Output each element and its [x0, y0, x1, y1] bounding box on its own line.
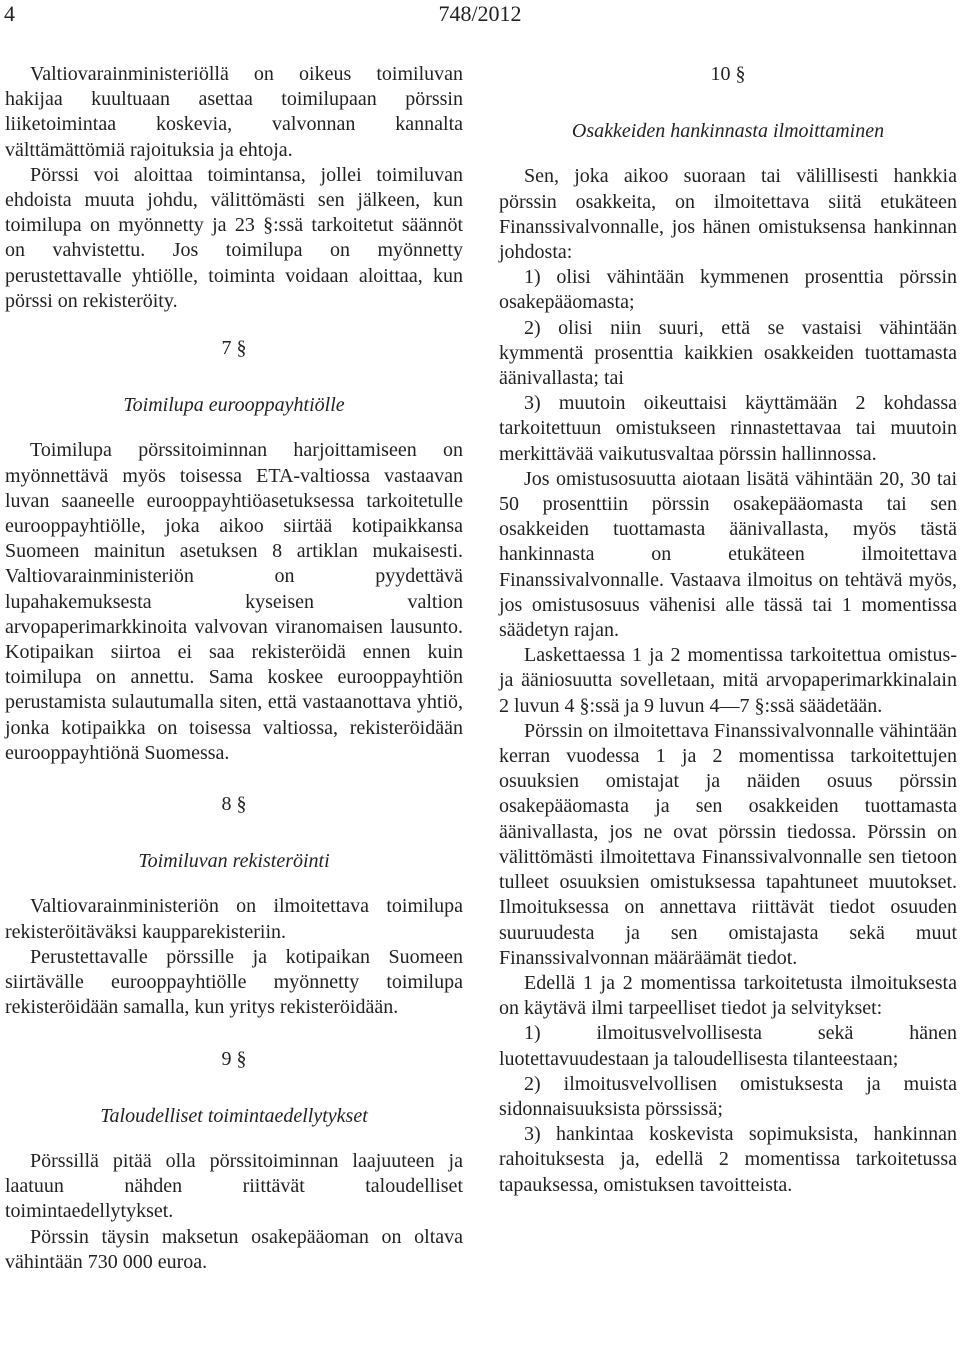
paragraph: Valtiovarainministeriöllä on oikeus toimiluvan hakijaa kuultuaan asettaa toimilupaan pörssin liiketoimintaa koskevia, valvonnan kannalta välttämättömiä rajoituksia ja ehtoja.	[5, 63, 463, 161]
paragraph: Toimilupa pörssitoiminnan harjoittamiseen on myönnettävä myös toisessa ETA-valtiossa vastaavan luvan saaneelle eurooppayhtiöasetuksessa tarkoitetulle eurooppayhtiölle, joka aikoo siirtää kotipaikkansa Suomeen mainitun asetuksen 8 artiklan mukaisesti. Valtiovarainministeriön on pyydettävä lupahakemuksesta kyseisen valtion arvopaperimarkkinoita valvovan viranomaisen lausunto. Kotipaikan siirtoa ei saa rekisteröidä ennen kuin toimilupa on annettu. Sama koskee eurooppayhtiön perustamista sulautumalla siten, että vastaanottava yhtiö, jonka kotipaikka on toisessa valtiossa, rekisteröidään eurooppayhtiönä Suomessa.	[5, 439, 463, 764]
document-number: 748/2012	[438, 1, 522, 26]
paragraph: Pörssin on ilmoitettava Finanssivalvonnalle vähintään kerran vuodessa 1 ja 2 momentissa tarkoitettujen osuuksien omistajat ja näiden osuus pörssin osakepääomasta ja sen osakkeiden tuottamasta äänivallasta, jos ne ovat pörssin tiedossa. Pörssin on välittömästi ilmoitettava Finanssivalvonnalle sen tietoon tulleet osuuksien omistuksessa tapahtuneet muutokset. Ilmoituksessa on annettava riittävät tiedot osuuden suuruudesta ja sen omistajasta sekä muut Finanssivalvonnan määräämät tiedot.	[499, 719, 957, 969]
section-title-8: Toimiluvan rekisteröinti	[138, 850, 330, 873]
section-number-9: 9 §	[221, 1047, 247, 1070]
section-title-10: Osakkeiden hankinnasta ilmoittaminen	[571, 120, 885, 143]
list-item: 2) ilmoitusvelvollisen omistuksesta ja muista sidonnaisuuksista pörssissä;	[499, 1072, 957, 1120]
paragraph: Valtiovarainministeriön on ilmoitettava toimilupa rekisteröitäväksi kaupparekisteriin.	[5, 895, 463, 943]
right-column	[499, 62, 957, 1198]
paragraph: Perustettavalle pörssille ja kotipaikan Suomeen siirtävälle eurooppayhtiölle myönnetty toimilupa rekisteröidään samalla, kun yritys rekisteröidään.	[5, 945, 463, 1019]
paragraph: Jos omistusosuutta aiotaan lisätä vähintään 20, 30 tai 50 prosenttiin pörssin osakepääomasta tai sen osakkeiden tuottamasta äänivallasta, myös tästä hankinnasta on etukäteen ilmoitettava Finanssivalvonnalle. Vastaava ilmoitus on tehtävä myös, jos omistusosuus vähenisi alle tässä tai 1 momentissa säädetyn rajan.	[499, 467, 957, 642]
list-item: 2) olisi niin suuri, että se vastaisi vähintään kymmentä prosenttia kaikkien osakkeiden tuottamasta äänivallasta; tai	[499, 316, 957, 390]
section-number-10: 10 §	[710, 63, 746, 85]
list-item: 1) olisi vähintään kymmenen prosenttia pörssin osakepääomasta;	[499, 266, 957, 314]
page-number: 4	[4, 1, 15, 26]
list-item: 3) hankintaa koskevista sopimuksista, hankinnan rahoituksesta ja, edellä 2 momentissa tarkoitetussa tapauksessa, omistuksen tavoitteista.	[499, 1123, 957, 1196]
section-title-7: Toimilupa eurooppayhtiölle	[123, 394, 345, 417]
left-column	[5, 62, 463, 1275]
list-item: 1) ilmoitusvelvollisesta sekä hänen luotettavuudestaan ja taloudellisesta tilanteestaan;	[499, 1022, 957, 1070]
paragraph: Pörssillä pitää olla pörssitoiminnan laajuuteen ja laatuun nähden riittävät taloudelliset toimintaedellytykset.	[5, 1149, 463, 1223]
paragraph: Edellä 1 ja 2 momentissa tarkoitetusta ilmoituksesta on käytävä ilmi tarpeelliset tiedot ja selvitykset:	[499, 971, 957, 1020]
section-number-8: 8 §	[221, 793, 247, 816]
paragraph: Laskettaessa 1 ja 2 momentissa tarkoitettua omistus- ja ääniosuutta sovelletaan, mitä arvopaperimarkkinalain 2 luvun 4 §:ssä ja 9 luvun 4—7 §:ssä säädetään.	[499, 644, 957, 717]
list-item: 3) muutoin oikeuttaisi käyttämään 2 kohdassa tarkoitettuun omistukseen rinnastettavaa tai muutoin merkittävää vaikutusvaltaa pörssin hallinnossa.	[499, 392, 957, 465]
section-title-9: Taloudelliset toimintaedellytykset	[100, 1104, 368, 1127]
paragraph: Pörssi voi aloittaa toimintansa, jollei toimiluvan ehdoista muuta johdu, välittömästi sen jälkeen, kun toimilupa on myönnetty ja 23 §:ssä tarkoitetut säännöt on vahvistettu. Jos toimilupa on myönnetty perustettavalle yhtiölle, toiminta voidaan aloittaa, kun pörssi on rekisteröity.	[5, 163, 463, 312]
paragraph: Sen, joka aikoo suoraan tai välillisesti hankkia pörssin osakkeita, on ilmoitettava siitä etukäteen Finanssivalvonnalle, jos hänen omistuksensa hankinnan johdosta:	[499, 165, 957, 264]
paragraph: Pörssin täysin maksetun osakepääoman on oltava vähintään 730 000 euroa.	[5, 1225, 463, 1273]
section-number-7: 7 §	[221, 337, 247, 360]
